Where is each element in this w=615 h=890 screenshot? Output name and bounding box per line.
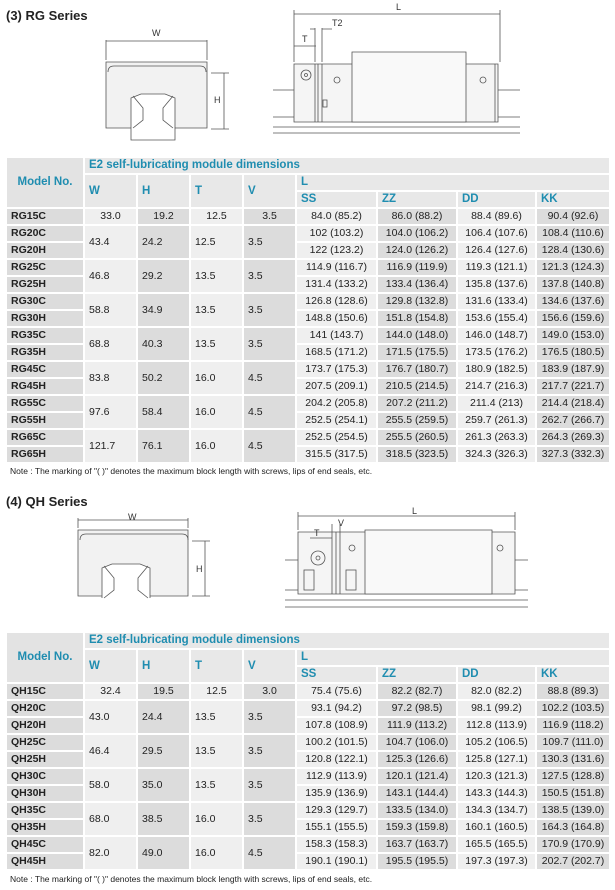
cell-h: 76.1 <box>138 430 189 462</box>
cell-t: 16.0 <box>191 430 242 462</box>
model-header: Model No. <box>7 158 83 207</box>
cell-l-kk: 262.7 (266.7) <box>537 413 609 428</box>
model-cell: RG20H <box>7 243 83 258</box>
cell-l-kk: 150.5 (151.8) <box>537 786 609 801</box>
col-header-v: V <box>244 175 295 207</box>
cell-l-dd: 197.3 (197.3) <box>458 854 535 869</box>
cell-l-kk: 202.7 (202.7) <box>537 854 609 869</box>
rg-side-view <box>273 10 520 133</box>
cell-t: 12.5 <box>191 684 242 699</box>
cell-h: 24.2 <box>138 226 189 258</box>
table-row <box>7 735 609 750</box>
cell-v: 3.5 <box>244 328 295 360</box>
cell-l-zz: 171.5 (175.5) <box>378 345 456 360</box>
cell-h: 19.5 <box>138 684 189 699</box>
cell-l-ss: 122 (123.2) <box>297 243 376 258</box>
cell-l-ss: 252.5 (254.1) <box>297 413 376 428</box>
table-row <box>7 837 609 852</box>
table-row <box>7 209 609 224</box>
cell-w: 68.8 <box>85 328 136 360</box>
cell-l-kk: 102.2 (103.5) <box>537 701 609 716</box>
cell-l-kk: 176.5 (180.5) <box>537 345 609 360</box>
cell-l-ss: 207.5 (209.1) <box>297 379 376 394</box>
cell-l-ss: 168.5 (171.2) <box>297 345 376 360</box>
header-row <box>7 158 609 173</box>
cell-v: 3.5 <box>244 803 295 835</box>
cell-l-kk: 127.5 (128.8) <box>537 769 609 784</box>
qh-dim-label-v: V <box>338 518 345 528</box>
cell-l-kk: 88.8 (89.3) <box>537 684 609 699</box>
cell-l-kk: 130.3 (131.6) <box>537 752 609 767</box>
col-header-t: T <box>191 175 242 207</box>
cell-v: 3.5 <box>244 260 295 292</box>
cell-l-ss: 252.5 (254.5) <box>297 430 376 445</box>
cell-l-dd: 135.8 (137.6) <box>458 277 535 292</box>
cell-l-dd: 120.3 (121.3) <box>458 769 535 784</box>
col-header-h: H <box>138 175 189 207</box>
qh-front-view <box>78 518 210 598</box>
table-row <box>7 396 609 411</box>
cell-l-kk: 90.4 (92.6) <box>537 209 609 224</box>
cell-l-kk: 128.4 (130.6) <box>537 243 609 258</box>
cell-l-kk: 156.6 (159.6) <box>537 311 609 326</box>
group-header: E2 self-lubricating module dimensions <box>85 633 609 648</box>
col-header-kk: KK <box>537 667 609 682</box>
header-row <box>7 633 609 648</box>
cell-t: 13.5 <box>191 735 242 767</box>
cell-v: 4.5 <box>244 837 295 869</box>
header-row <box>7 175 609 190</box>
qh-dim-label-h: H <box>196 564 203 574</box>
cell-l-ss: 190.1 (190.1) <box>297 854 376 869</box>
cell-w: 82.0 <box>85 837 136 869</box>
cell-l-dd: 105.2 (106.5) <box>458 735 535 750</box>
cell-t: 12.5 <box>191 209 242 224</box>
group-header: E2 self-lubricating module dimensions <box>85 158 609 173</box>
rg-note: Note : The marking of "( )" denotes the maximum block length with screws, lips of end seals, etc. <box>10 466 373 476</box>
cell-h: 34.9 <box>138 294 189 326</box>
cell-l-kk: 164.3 (164.8) <box>537 820 609 835</box>
cell-l-dd: 146.0 (148.7) <box>458 328 535 343</box>
cell-l-dd: 106.4 (107.6) <box>458 226 535 241</box>
cell-w: 43.4 <box>85 226 136 258</box>
cell-l-zz: 129.8 (132.8) <box>378 294 456 309</box>
cell-l-dd: 180.9 (182.5) <box>458 362 535 377</box>
cell-h: 35.0 <box>138 769 189 801</box>
qh-series-title: (4) QH Series <box>6 494 88 509</box>
cell-h: 58.4 <box>138 396 189 428</box>
qh-note: Note : The marking of "( )" denotes the maximum block length with screws, lips of end seals, etc. <box>10 874 373 884</box>
cell-h: 50.2 <box>138 362 189 394</box>
cell-w: 58.0 <box>85 769 136 801</box>
qh-dimension-table <box>5 631 611 871</box>
cell-l-dd: 173.5 (176.2) <box>458 345 535 360</box>
col-header-ss: SS <box>297 192 376 207</box>
table-row <box>7 701 609 716</box>
cell-l-ss: 102 (103.2) <box>297 226 376 241</box>
table-row <box>7 328 609 343</box>
cell-h: 24.4 <box>138 701 189 733</box>
table-row <box>7 684 609 699</box>
cell-l-ss: 75.4 (75.6) <box>297 684 376 699</box>
header-row <box>7 650 609 665</box>
cell-t: 16.0 <box>191 362 242 394</box>
cell-l-kk: 264.3 (269.3) <box>537 430 609 445</box>
cell-h: 38.5 <box>138 803 189 835</box>
cell-l-dd: 211.4 (213) <box>458 396 535 411</box>
model-cell: QH25C <box>7 735 83 750</box>
cell-l-ss: 141 (143.7) <box>297 328 376 343</box>
cell-l-zz: 120.1 (121.4) <box>378 769 456 784</box>
model-cell: RG25C <box>7 260 83 275</box>
table-row <box>7 226 609 241</box>
cell-l-ss: 120.8 (122.1) <box>297 752 376 767</box>
cell-l-kk: 217.7 (221.7) <box>537 379 609 394</box>
cell-l-ss: 107.8 (108.9) <box>297 718 376 733</box>
cell-l-zz: 163.7 (163.7) <box>378 837 456 852</box>
cell-l-kk: 327.3 (332.3) <box>537 447 609 462</box>
cell-v: 3.5 <box>244 769 295 801</box>
col-header-dd: DD <box>458 192 535 207</box>
col-header-ss: SS <box>297 667 376 682</box>
model-cell: QH45H <box>7 854 83 869</box>
cell-l-zz: 255.5 (259.5) <box>378 413 456 428</box>
table-row <box>7 803 609 818</box>
cell-l-zz: 159.3 (159.8) <box>378 820 456 835</box>
col-header-h: H <box>138 650 189 682</box>
cell-w: 97.6 <box>85 396 136 428</box>
rg-front-view <box>106 40 229 140</box>
cell-h: 40.3 <box>138 328 189 360</box>
qh-dim-label-t: T <box>314 528 320 538</box>
cell-t: 13.5 <box>191 328 242 360</box>
cell-l-kk: 214.4 (218.4) <box>537 396 609 411</box>
cell-t: 12.5 <box>191 226 242 258</box>
cell-l-kk: 134.6 (137.6) <box>537 294 609 309</box>
model-cell: QH35C <box>7 803 83 818</box>
col-header-zz: ZZ <box>378 192 456 207</box>
cell-l-zz: 116.9 (119.9) <box>378 260 456 275</box>
col-header-kk: KK <box>537 192 609 207</box>
model-header: Model No. <box>7 633 83 682</box>
rg-dimension-table <box>5 156 611 464</box>
cell-l-zz: 133.5 (134.0) <box>378 803 456 818</box>
cell-l-ss: 114.9 (116.7) <box>297 260 376 275</box>
cell-l-ss: 148.8 (150.6) <box>297 311 376 326</box>
cell-v: 4.5 <box>244 362 295 394</box>
cell-l-dd: 259.7 (261.3) <box>458 413 535 428</box>
col-header-t: T <box>191 650 242 682</box>
cell-l-zz: 144.0 (148.0) <box>378 328 456 343</box>
dim-label-t2: T2 <box>332 18 343 28</box>
cell-l-ss: 204.2 (205.8) <box>297 396 376 411</box>
cell-l-dd: 131.6 (133.4) <box>458 294 535 309</box>
model-cell: QH30H <box>7 786 83 801</box>
cell-l-zz: 125.3 (126.6) <box>378 752 456 767</box>
model-cell: RG30H <box>7 311 83 326</box>
col-header-zz: ZZ <box>378 667 456 682</box>
rg-series-title: (3) RG Series <box>6 8 88 23</box>
cell-w: 68.0 <box>85 803 136 835</box>
cell-l-dd: 98.1 (99.2) <box>458 701 535 716</box>
cell-l-dd: 153.6 (155.4) <box>458 311 535 326</box>
cell-t: 13.5 <box>191 701 242 733</box>
dim-label-w: W <box>152 28 161 38</box>
cell-l-ss: 158.3 (158.3) <box>297 837 376 852</box>
cell-l-ss: 112.9 (113.9) <box>297 769 376 784</box>
cell-l-zz: 133.4 (136.4) <box>378 277 456 292</box>
cell-l-zz: 210.5 (214.5) <box>378 379 456 394</box>
cell-l-ss: 131.4 (133.2) <box>297 277 376 292</box>
cell-l-ss: 93.1 (94.2) <box>297 701 376 716</box>
cell-v: 3.5 <box>244 226 295 258</box>
cell-l-dd: 214.7 (216.3) <box>458 379 535 394</box>
cell-l-kk: 138.5 (139.0) <box>537 803 609 818</box>
cell-l-zz: 111.9 (113.2) <box>378 718 456 733</box>
cell-t: 13.5 <box>191 260 242 292</box>
cell-h: 49.0 <box>138 837 189 869</box>
model-cell: QH20H <box>7 718 83 733</box>
cell-l-dd: 112.8 (113.9) <box>458 718 535 733</box>
model-cell: RG45H <box>7 379 83 394</box>
cell-w: 46.4 <box>85 735 136 767</box>
cell-h: 19.2 <box>138 209 189 224</box>
cell-l-zz: 207.2 (211.2) <box>378 396 456 411</box>
model-cell: RG30C <box>7 294 83 309</box>
cell-v: 3.5 <box>244 294 295 326</box>
col-header-l: L <box>297 650 609 665</box>
cell-l-ss: 155.1 (155.5) <box>297 820 376 835</box>
cell-w: 121.7 <box>85 430 136 462</box>
model-cell: QH30C <box>7 769 83 784</box>
cell-l-dd: 143.3 (144.3) <box>458 786 535 801</box>
cell-v: 3.5 <box>244 701 295 733</box>
col-header-v: V <box>244 650 295 682</box>
col-header-l: L <box>297 175 609 190</box>
cell-v: 3.0 <box>244 684 295 699</box>
model-cell: RG35H <box>7 345 83 360</box>
cell-l-zz: 86.0 (88.2) <box>378 209 456 224</box>
cell-v: 4.5 <box>244 430 295 462</box>
table-row <box>7 294 609 309</box>
cell-l-dd: 134.3 (134.7) <box>458 803 535 818</box>
model-cell: RG35C <box>7 328 83 343</box>
cell-l-kk: 116.9 (118.2) <box>537 718 609 733</box>
cell-w: 46.8 <box>85 260 136 292</box>
cell-l-dd: 119.3 (121.1) <box>458 260 535 275</box>
cell-v: 3.5 <box>244 735 295 767</box>
dim-label-t: T <box>302 34 308 44</box>
cell-l-kk: 137.8 (140.8) <box>537 277 609 292</box>
cell-h: 29.2 <box>138 260 189 292</box>
cell-l-zz: 104.7 (106.0) <box>378 735 456 750</box>
cell-l-kk: 121.3 (124.3) <box>537 260 609 275</box>
cell-l-zz: 318.5 (323.5) <box>378 447 456 462</box>
rg-block-drawing <box>0 0 615 150</box>
model-cell: QH20C <box>7 701 83 716</box>
cell-h: 29.5 <box>138 735 189 767</box>
cell-l-kk: 183.9 (187.9) <box>537 362 609 377</box>
model-cell: QH45C <box>7 837 83 852</box>
model-cell: RG20C <box>7 226 83 241</box>
col-header-w: W <box>85 650 136 682</box>
qh-side-view <box>285 512 528 607</box>
cell-t: 16.0 <box>191 837 242 869</box>
model-cell: QH25H <box>7 752 83 767</box>
cell-l-zz: 151.8 (154.8) <box>378 311 456 326</box>
model-cell: RG15C <box>7 209 83 224</box>
cell-t: 16.0 <box>191 803 242 835</box>
cell-l-zz: 124.0 (126.2) <box>378 243 456 258</box>
cell-w: 83.8 <box>85 362 136 394</box>
cell-l-ss: 173.7 (175.3) <box>297 362 376 377</box>
cell-l-zz: 255.5 (260.5) <box>378 430 456 445</box>
model-cell: RG65H <box>7 447 83 462</box>
model-cell: RG45C <box>7 362 83 377</box>
cell-w: 43.0 <box>85 701 136 733</box>
cell-w: 32.4 <box>85 684 136 699</box>
cell-l-zz: 97.2 (98.5) <box>378 701 456 716</box>
cell-l-ss: 129.3 (129.7) <box>297 803 376 818</box>
cell-l-zz: 104.0 (106.2) <box>378 226 456 241</box>
model-cell: QH35H <box>7 820 83 835</box>
cell-t: 13.5 <box>191 769 242 801</box>
cell-l-dd: 125.8 (127.1) <box>458 752 535 767</box>
cell-l-dd: 126.4 (127.6) <box>458 243 535 258</box>
qh-dim-label-l: L <box>412 506 418 516</box>
cell-v: 3.5 <box>244 209 295 224</box>
cell-l-zz: 82.2 (82.7) <box>378 684 456 699</box>
table-row <box>7 769 609 784</box>
cell-w: 33.0 <box>85 209 136 224</box>
cell-l-kk: 108.4 (110.6) <box>537 226 609 241</box>
table-row <box>7 430 609 445</box>
cell-t: 13.5 <box>191 294 242 326</box>
cell-w: 58.8 <box>85 294 136 326</box>
qh-block-drawing <box>0 500 615 625</box>
cell-l-zz: 176.7 (180.7) <box>378 362 456 377</box>
cell-l-ss: 315.5 (317.5) <box>297 447 376 462</box>
col-header-w: W <box>85 175 136 207</box>
cell-l-zz: 143.1 (144.4) <box>378 786 456 801</box>
model-cell: QH15C <box>7 684 83 699</box>
table-row <box>7 362 609 377</box>
cell-l-kk: 170.9 (170.9) <box>537 837 609 852</box>
dim-label-h: H <box>214 95 221 105</box>
cell-l-dd: 165.5 (165.5) <box>458 837 535 852</box>
cell-l-zz: 195.5 (195.5) <box>378 854 456 869</box>
table-row <box>7 260 609 275</box>
model-cell: RG55H <box>7 413 83 428</box>
cell-l-kk: 149.0 (153.0) <box>537 328 609 343</box>
col-header-dd: DD <box>458 667 535 682</box>
cell-v: 4.5 <box>244 396 295 428</box>
cell-l-ss: 135.9 (136.9) <box>297 786 376 801</box>
cell-l-dd: 324.3 (326.3) <box>458 447 535 462</box>
dim-label-l: L <box>396 2 402 12</box>
cell-l-dd: 88.4 (89.6) <box>458 209 535 224</box>
cell-l-kk: 109.7 (111.0) <box>537 735 609 750</box>
cell-l-dd: 82.0 (82.2) <box>458 684 535 699</box>
model-cell: RG55C <box>7 396 83 411</box>
cell-l-ss: 100.2 (101.5) <box>297 735 376 750</box>
model-cell: RG25H <box>7 277 83 292</box>
qh-dim-label-w: W <box>128 512 137 522</box>
model-cell: RG65C <box>7 430 83 445</box>
cell-l-ss: 126.8 (128.6) <box>297 294 376 309</box>
cell-l-dd: 160.1 (160.5) <box>458 820 535 835</box>
cell-l-dd: 261.3 (263.3) <box>458 430 535 445</box>
cell-l-ss: 84.0 (85.2) <box>297 209 376 224</box>
cell-t: 16.0 <box>191 396 242 428</box>
